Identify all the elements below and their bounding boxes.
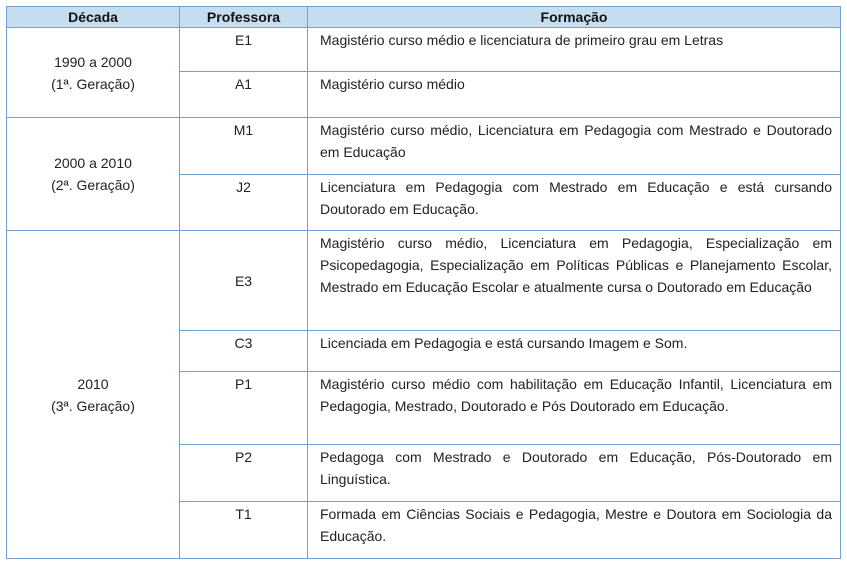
- teacher-cell: A1: [180, 72, 308, 118]
- generation-label: (3ª. Geração): [51, 397, 135, 414]
- training-cell: Magistério curso médio, Licenciatura em Pedagogia com Mestrado e Doutorado em Educação: [308, 118, 841, 175]
- table-row: [7, 28, 841, 72]
- decade-range: 2010: [77, 375, 109, 392]
- table-row: [7, 118, 841, 175]
- header-row: [7, 7, 841, 28]
- teacher-cell: C3: [180, 331, 308, 372]
- header-decade: Década: [7, 7, 180, 28]
- teacher-cell: M1: [180, 118, 308, 175]
- teacher-cell: T1: [180, 502, 308, 559]
- training-cell: Licenciatura em Pedagogia com Mestrado em Educação e está cursando Doutorado em Educação.: [308, 175, 841, 231]
- training-cell: Magistério curso médio e licenciatura de primeiro grau em Letras: [308, 28, 841, 72]
- training-cell: Magistério curso médio com habilitação em Educação Infantil, Licenciatura em Pedagogia, Mestrado, Doutorado e Pós Doutorado em Educação.: [308, 372, 841, 445]
- teachers-table: [6, 6, 841, 559]
- generation-label: (1ª. Geração): [51, 75, 135, 92]
- decade-cell: [7, 231, 180, 559]
- generation-label: (2ª. Geração): [51, 177, 135, 193]
- table-row: [7, 231, 841, 331]
- training-cell: Licenciada em Pedagogia e está cursando Imagem e Som.: [308, 331, 841, 372]
- header-teacher: Professora: [180, 7, 308, 28]
- decade-cell: [7, 118, 180, 231]
- teacher-cell: J2: [180, 175, 308, 231]
- training-cell: Formada em Ciências Sociais e Pedagogia, Mestre e Doutora em Sociologia da Educação.: [308, 502, 841, 559]
- decade-range: 1990 a 2000: [54, 53, 132, 70]
- training-cell: Magistério curso médio, Licenciatura em Pedagogia, Especialização em Psicopedagogia, Especialização em Políticas Públicas e Planejamento Escolar, Mestrado em Educação Escolar e atualmente cursa o Doutorado em Educação: [308, 231, 841, 331]
- decade-cell: [7, 28, 180, 118]
- decade-range: 2000 a 2010: [54, 155, 132, 171]
- training-cell: Magistério curso médio: [308, 72, 841, 118]
- header-training: Formação: [308, 7, 841, 28]
- teacher-cell: E3: [180, 231, 308, 331]
- training-cell: Pedagoga com Mestrado e Doutorado em Educação, Pós-Doutorado em Linguística.: [308, 445, 841, 502]
- teacher-cell: P2: [180, 445, 308, 502]
- teacher-cell: E1: [180, 28, 308, 72]
- teacher-cell: P1: [180, 372, 308, 445]
